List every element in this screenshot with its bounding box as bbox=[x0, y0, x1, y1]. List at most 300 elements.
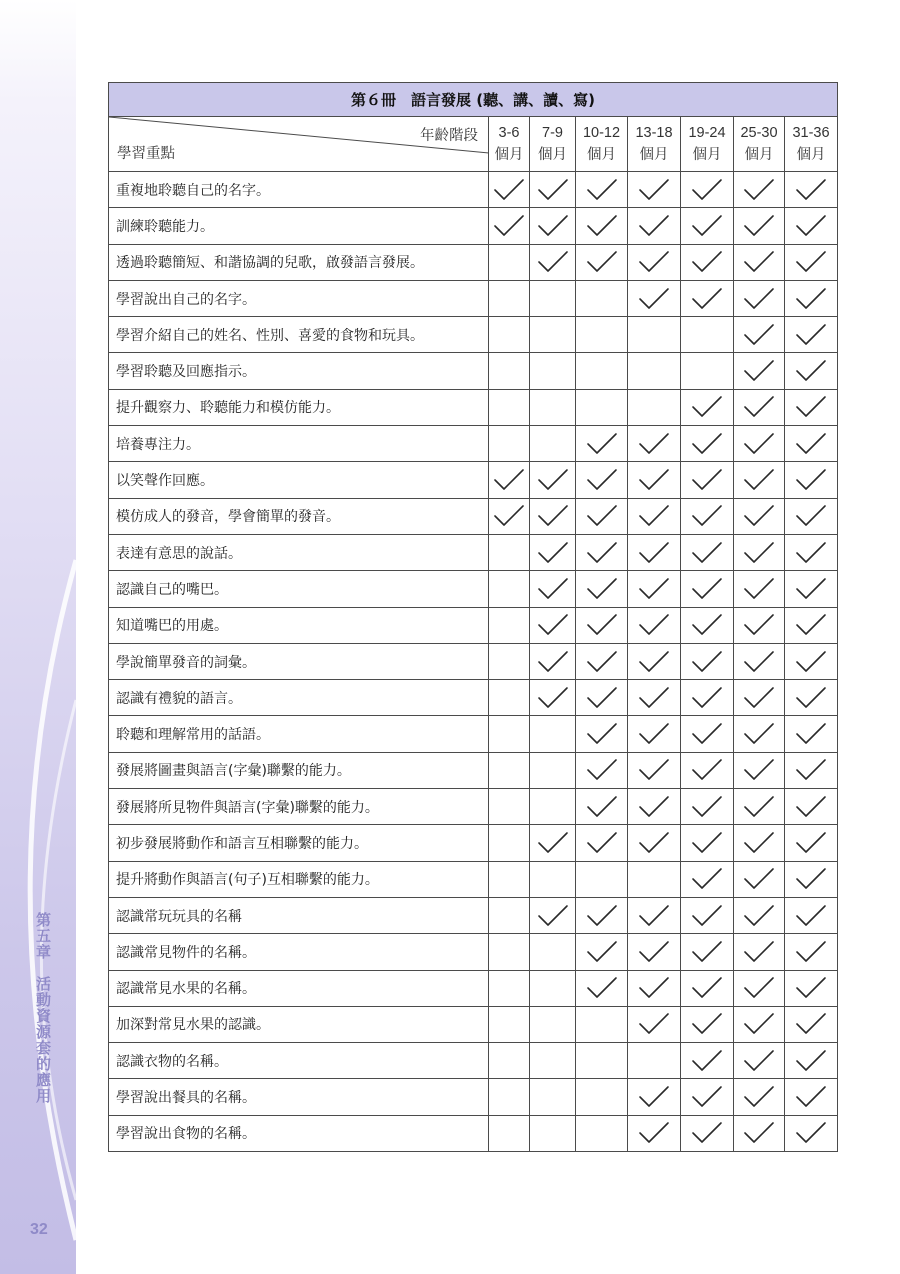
age-check-cell bbox=[681, 861, 734, 897]
checkmark-icon bbox=[794, 540, 828, 566]
checkmark-icon bbox=[536, 503, 570, 529]
age-check-cell bbox=[734, 825, 785, 861]
checkmark-icon bbox=[637, 1084, 671, 1110]
age-check-cell bbox=[628, 861, 681, 897]
checkmark-icon bbox=[742, 1048, 776, 1074]
age-check-cell bbox=[681, 643, 734, 679]
checkmark-icon bbox=[585, 612, 619, 638]
age-check-cell bbox=[489, 244, 530, 280]
checkmark-icon bbox=[690, 649, 724, 675]
age-check-cell bbox=[628, 280, 681, 316]
language-development-table bbox=[108, 82, 838, 1152]
checkmark-icon bbox=[794, 1011, 828, 1037]
table-row bbox=[109, 789, 838, 825]
age-check-cell bbox=[734, 172, 785, 208]
learning-focus-label: 學習重點 bbox=[117, 146, 175, 162]
chapter-title: 第五章 活動資源套的應用 bbox=[34, 912, 52, 1104]
age-check-cell bbox=[734, 970, 785, 1006]
age-check-cell bbox=[489, 1079, 530, 1115]
table-row bbox=[109, 244, 838, 280]
age-check-cell bbox=[530, 861, 576, 897]
age-check-cell bbox=[628, 534, 681, 570]
age-check-cell bbox=[530, 244, 576, 280]
age-range: 13-18 bbox=[635, 125, 673, 141]
age-group-header bbox=[576, 117, 628, 172]
checkmark-icon bbox=[492, 177, 526, 203]
age-check-cell bbox=[576, 498, 628, 534]
age-check-cell bbox=[530, 789, 576, 825]
checkmark-icon bbox=[690, 685, 724, 711]
learning-focus-text: 提升將動作與語言(句子)互相聯繫的能力。 bbox=[109, 861, 489, 897]
age-check-cell bbox=[734, 861, 785, 897]
checkmark-icon bbox=[794, 286, 828, 312]
age-check-cell bbox=[785, 607, 838, 643]
table-row bbox=[109, 462, 838, 498]
age-check-cell bbox=[734, 534, 785, 570]
table-row bbox=[109, 280, 838, 316]
age-check-cell bbox=[530, 426, 576, 462]
learning-focus-text: 認識常見水果的名稱。 bbox=[109, 970, 489, 1006]
age-check-cell bbox=[681, 280, 734, 316]
checkmark-icon bbox=[585, 431, 619, 457]
checkmark-icon bbox=[794, 467, 828, 493]
age-check-cell bbox=[681, 1006, 734, 1042]
age-check-cell bbox=[785, 462, 838, 498]
checkmark-icon bbox=[690, 467, 724, 493]
table-row bbox=[109, 680, 838, 716]
age-check-cell bbox=[530, 752, 576, 788]
checkmark-icon bbox=[794, 322, 828, 348]
table-body bbox=[109, 172, 838, 1152]
age-check-cell bbox=[530, 1079, 576, 1115]
checkmark-icon bbox=[585, 939, 619, 965]
checkmark-icon bbox=[585, 757, 619, 783]
checkmark-icon bbox=[794, 903, 828, 929]
age-check-cell bbox=[576, 534, 628, 570]
checkmark-icon bbox=[536, 649, 570, 675]
checkmark-icon bbox=[690, 503, 724, 529]
checkmark-icon bbox=[637, 503, 671, 529]
age-check-cell bbox=[785, 317, 838, 353]
checkmark-icon bbox=[794, 1048, 828, 1074]
checkmark-icon bbox=[637, 685, 671, 711]
age-check-cell bbox=[785, 426, 838, 462]
age-check-cell bbox=[785, 172, 838, 208]
learning-focus-text: 聆聽和理解常用的話語。 bbox=[109, 716, 489, 752]
age-check-cell bbox=[489, 1006, 530, 1042]
age-check-cell bbox=[681, 825, 734, 861]
checkmark-icon bbox=[742, 213, 776, 239]
checkmark-icon bbox=[690, 975, 724, 1001]
checkmark-icon bbox=[690, 721, 724, 747]
age-group-header bbox=[734, 117, 785, 172]
age-check-cell bbox=[530, 897, 576, 933]
age-check-cell bbox=[785, 1006, 838, 1042]
checkmark-icon bbox=[637, 975, 671, 1001]
table-row bbox=[109, 970, 838, 1006]
age-check-cell bbox=[530, 970, 576, 1006]
checkmark-icon bbox=[742, 757, 776, 783]
age-check-cell bbox=[489, 825, 530, 861]
age-check-cell bbox=[734, 426, 785, 462]
learning-focus-text: 認識常見物件的名稱。 bbox=[109, 934, 489, 970]
checkmark-icon bbox=[637, 467, 671, 493]
table-row bbox=[109, 1115, 838, 1151]
checkmark-icon bbox=[742, 286, 776, 312]
age-check-cell bbox=[576, 244, 628, 280]
checkmark-icon bbox=[637, 903, 671, 929]
age-check-cell bbox=[576, 1043, 628, 1079]
age-check-cell bbox=[785, 897, 838, 933]
learning-focus-text: 加深對常見水果的認識。 bbox=[109, 1006, 489, 1042]
checkmark-icon bbox=[536, 213, 570, 239]
checkmark-icon bbox=[742, 394, 776, 420]
table-header-row bbox=[109, 117, 838, 172]
age-check-cell bbox=[628, 1006, 681, 1042]
age-check-cell bbox=[734, 498, 785, 534]
checkmark-icon bbox=[742, 431, 776, 457]
learning-focus-text: 認識常玩玩具的名稱 bbox=[109, 897, 489, 933]
age-check-cell bbox=[681, 970, 734, 1006]
age-check-cell bbox=[681, 244, 734, 280]
age-check-cell bbox=[681, 1115, 734, 1151]
checkmark-icon bbox=[742, 903, 776, 929]
table-row bbox=[109, 534, 838, 570]
checkmark-icon bbox=[536, 576, 570, 602]
age-check-cell bbox=[489, 353, 530, 389]
age-check-cell bbox=[530, 498, 576, 534]
checkmark-icon bbox=[690, 286, 724, 312]
age-unit: 個月 bbox=[494, 147, 524, 163]
table-row bbox=[109, 897, 838, 933]
checkmark-icon bbox=[536, 467, 570, 493]
checkmark-icon bbox=[794, 431, 828, 457]
table-row bbox=[109, 317, 838, 353]
learning-focus-text: 模仿成人的發音，學會簡單的發音。 bbox=[109, 498, 489, 534]
age-check-cell bbox=[530, 317, 576, 353]
age-check-cell bbox=[628, 1079, 681, 1115]
checkmark-icon bbox=[585, 685, 619, 711]
age-check-cell bbox=[681, 208, 734, 244]
checkmark-icon bbox=[585, 503, 619, 529]
checkmark-icon bbox=[690, 830, 724, 856]
learning-focus-text: 透過聆聽簡短、和諧協調的兒歌，啟發語言發展。 bbox=[109, 244, 489, 280]
age-check-cell bbox=[576, 789, 628, 825]
age-check-cell bbox=[576, 208, 628, 244]
checkmark-icon bbox=[492, 213, 526, 239]
checkmark-icon bbox=[794, 503, 828, 529]
age-check-cell bbox=[785, 643, 838, 679]
checkmark-icon bbox=[585, 576, 619, 602]
age-check-cell bbox=[734, 462, 785, 498]
checkmark-icon bbox=[492, 467, 526, 493]
age-check-cell bbox=[530, 825, 576, 861]
age-check-cell bbox=[734, 643, 785, 679]
learning-focus-text: 表達有意思的說話。 bbox=[109, 534, 489, 570]
age-check-cell bbox=[785, 1079, 838, 1115]
checkmark-icon bbox=[794, 213, 828, 239]
age-range: 10-12 bbox=[582, 125, 621, 141]
age-check-cell bbox=[734, 1115, 785, 1151]
table-row bbox=[109, 208, 838, 244]
checkmark-icon bbox=[585, 830, 619, 856]
learning-focus-text: 學習說出自己的名字。 bbox=[109, 280, 489, 316]
age-check-cell bbox=[489, 934, 530, 970]
age-check-cell bbox=[576, 353, 628, 389]
age-unit: 個月 bbox=[639, 147, 669, 163]
checkmark-icon bbox=[742, 1011, 776, 1037]
age-check-cell bbox=[785, 1043, 838, 1079]
age-check-cell bbox=[489, 534, 530, 570]
learning-focus-text: 認識有禮貌的語言。 bbox=[109, 680, 489, 716]
checkmark-icon bbox=[637, 939, 671, 965]
age-check-cell bbox=[734, 1079, 785, 1115]
age-check-cell bbox=[734, 789, 785, 825]
age-check-cell bbox=[576, 280, 628, 316]
age-check-cell bbox=[489, 389, 530, 425]
age-check-cell bbox=[628, 789, 681, 825]
age-group-header bbox=[681, 117, 734, 172]
age-check-cell bbox=[628, 498, 681, 534]
age-check-cell bbox=[628, 389, 681, 425]
age-check-cell bbox=[530, 462, 576, 498]
checkmark-icon bbox=[690, 903, 724, 929]
age-range: 7-9 bbox=[542, 125, 563, 141]
age-check-cell bbox=[576, 752, 628, 788]
table-row bbox=[109, 934, 838, 970]
checkmark-icon bbox=[690, 866, 724, 892]
learning-focus-text: 以笑聲作回應。 bbox=[109, 462, 489, 498]
age-check-cell bbox=[489, 426, 530, 462]
age-check-cell bbox=[489, 716, 530, 752]
age-check-cell bbox=[489, 970, 530, 1006]
checkmark-icon bbox=[585, 540, 619, 566]
age-range: 25-30 bbox=[740, 125, 778, 141]
table-row bbox=[109, 861, 838, 897]
age-check-cell bbox=[628, 897, 681, 933]
age-check-cell bbox=[785, 389, 838, 425]
checkmark-icon bbox=[794, 177, 828, 203]
checkmark-icon bbox=[742, 939, 776, 965]
age-check-cell bbox=[734, 897, 785, 933]
age-check-cell bbox=[681, 389, 734, 425]
age-unit: 個月 bbox=[587, 147, 616, 163]
checkmark-icon bbox=[794, 1120, 828, 1146]
age-check-cell bbox=[489, 462, 530, 498]
checkmark-icon bbox=[536, 540, 570, 566]
checkmark-icon bbox=[742, 177, 776, 203]
checkmark-icon bbox=[637, 540, 671, 566]
age-check-cell bbox=[628, 426, 681, 462]
learning-focus-text: 認識自己的嘴巴。 bbox=[109, 571, 489, 607]
age-check-cell bbox=[681, 317, 734, 353]
age-check-cell bbox=[628, 934, 681, 970]
learning-focus-text: 重複地聆聽自己的名字。 bbox=[109, 172, 489, 208]
checkmark-icon bbox=[637, 213, 671, 239]
checkmark-icon bbox=[690, 576, 724, 602]
age-unit: 個月 bbox=[796, 147, 826, 163]
age-check-cell bbox=[785, 244, 838, 280]
learning-focus-text: 發展將所見物件與語言(字彙)聯繫的能力。 bbox=[109, 789, 489, 825]
checkmark-icon bbox=[585, 903, 619, 929]
checkmark-icon bbox=[794, 830, 828, 856]
checkmark-icon bbox=[637, 612, 671, 638]
table-row bbox=[109, 607, 838, 643]
checkmark-icon bbox=[637, 576, 671, 602]
age-check-cell bbox=[530, 534, 576, 570]
checkmark-icon bbox=[585, 721, 619, 747]
age-check-cell bbox=[785, 498, 838, 534]
age-check-cell bbox=[489, 571, 530, 607]
checkmark-icon bbox=[536, 612, 570, 638]
learning-focus-text: 提升觀察力、聆聽能力和模仿能力。 bbox=[109, 389, 489, 425]
age-check-cell bbox=[576, 462, 628, 498]
checkmark-icon bbox=[742, 685, 776, 711]
checkmark-icon bbox=[585, 649, 619, 675]
age-check-cell bbox=[576, 861, 628, 897]
age-check-cell bbox=[576, 825, 628, 861]
checkmark-icon bbox=[637, 721, 671, 747]
age-check-cell bbox=[530, 1043, 576, 1079]
age-check-cell bbox=[734, 389, 785, 425]
age-range: 31-36 bbox=[792, 125, 830, 141]
age-check-cell bbox=[628, 172, 681, 208]
age-check-cell bbox=[530, 643, 576, 679]
age-check-cell bbox=[628, 970, 681, 1006]
checkmark-icon bbox=[742, 503, 776, 529]
checkmark-icon bbox=[742, 612, 776, 638]
age-check-cell bbox=[576, 317, 628, 353]
age-check-cell bbox=[734, 716, 785, 752]
checkmark-icon bbox=[690, 1084, 724, 1110]
checkmark-icon bbox=[794, 249, 828, 275]
checkmark-icon bbox=[690, 1011, 724, 1037]
learning-focus-text: 知道嘴巴的用處。 bbox=[109, 607, 489, 643]
age-check-cell bbox=[628, 1043, 681, 1079]
checkmark-icon bbox=[536, 685, 570, 711]
age-check-cell bbox=[681, 897, 734, 933]
age-check-cell bbox=[530, 208, 576, 244]
age-check-cell bbox=[489, 280, 530, 316]
age-check-cell bbox=[785, 1115, 838, 1151]
age-check-cell bbox=[530, 934, 576, 970]
age-check-cell bbox=[628, 353, 681, 389]
age-stage-label: 年齡階段 bbox=[420, 128, 478, 144]
age-check-cell bbox=[628, 208, 681, 244]
checkmark-icon bbox=[637, 649, 671, 675]
age-check-cell bbox=[489, 897, 530, 933]
age-check-cell bbox=[681, 934, 734, 970]
age-check-cell bbox=[785, 571, 838, 607]
checkmark-icon bbox=[742, 358, 776, 384]
age-check-cell bbox=[681, 789, 734, 825]
table-row bbox=[109, 825, 838, 861]
age-check-cell bbox=[681, 571, 734, 607]
checkmark-icon bbox=[637, 1120, 671, 1146]
checkmark-icon bbox=[690, 1120, 724, 1146]
age-check-cell bbox=[681, 607, 734, 643]
age-check-cell bbox=[628, 244, 681, 280]
age-check-cell bbox=[734, 280, 785, 316]
age-check-cell bbox=[489, 789, 530, 825]
age-group-header bbox=[785, 117, 838, 172]
table-row bbox=[109, 643, 838, 679]
table-row bbox=[109, 353, 838, 389]
age-unit: 個月 bbox=[538, 147, 567, 163]
checkmark-icon bbox=[742, 322, 776, 348]
checkmark-icon bbox=[794, 794, 828, 820]
table-row bbox=[109, 752, 838, 788]
checkmark-icon bbox=[794, 612, 828, 638]
age-check-cell bbox=[734, 208, 785, 244]
age-check-cell bbox=[530, 607, 576, 643]
age-unit: 個月 bbox=[744, 147, 774, 163]
checkmark-icon bbox=[794, 394, 828, 420]
age-check-cell bbox=[530, 1115, 576, 1151]
checkmark-icon bbox=[794, 649, 828, 675]
learning-focus-text: 學習聆聽及回應指示。 bbox=[109, 353, 489, 389]
checkmark-icon bbox=[794, 866, 828, 892]
checkmark-icon bbox=[742, 1120, 776, 1146]
age-check-cell bbox=[785, 680, 838, 716]
age-check-cell bbox=[785, 752, 838, 788]
age-check-cell bbox=[576, 1115, 628, 1151]
checkmark-icon bbox=[690, 757, 724, 783]
checkmark-icon bbox=[690, 249, 724, 275]
age-check-cell bbox=[576, 607, 628, 643]
age-check-cell bbox=[785, 970, 838, 1006]
checkmark-icon bbox=[536, 830, 570, 856]
table-row bbox=[109, 716, 838, 752]
age-range: 3-6 bbox=[498, 125, 520, 141]
age-check-cell bbox=[628, 643, 681, 679]
learning-focus-text: 發展將圖畫與語言(字彙)聯繫的能力。 bbox=[109, 752, 489, 788]
table-row bbox=[109, 1043, 838, 1079]
checkmark-icon bbox=[585, 213, 619, 239]
age-check-cell bbox=[576, 1079, 628, 1115]
checkmark-icon bbox=[742, 576, 776, 602]
age-check-cell bbox=[734, 353, 785, 389]
age-check-cell bbox=[681, 353, 734, 389]
age-range: 19-24 bbox=[688, 125, 726, 141]
checkmark-icon bbox=[585, 975, 619, 1001]
age-check-cell bbox=[785, 208, 838, 244]
checkmark-icon bbox=[637, 757, 671, 783]
age-check-cell bbox=[576, 970, 628, 1006]
checkmark-icon bbox=[742, 649, 776, 675]
checkmark-icon bbox=[742, 830, 776, 856]
table-title: 第６冊 語言發展 (聽、講、讀、寫) bbox=[109, 83, 838, 117]
age-check-cell bbox=[681, 172, 734, 208]
age-check-cell bbox=[628, 825, 681, 861]
age-check-cell bbox=[785, 861, 838, 897]
checkmark-icon bbox=[794, 721, 828, 747]
age-check-cell bbox=[576, 643, 628, 679]
age-check-cell bbox=[628, 571, 681, 607]
age-check-cell bbox=[734, 680, 785, 716]
checkmark-icon bbox=[536, 177, 570, 203]
age-check-cell bbox=[530, 389, 576, 425]
age-check-cell bbox=[628, 317, 681, 353]
age-check-cell bbox=[489, 607, 530, 643]
age-check-cell bbox=[530, 353, 576, 389]
table-row bbox=[109, 1079, 838, 1115]
header-corner-cell bbox=[109, 117, 489, 172]
age-check-cell bbox=[785, 934, 838, 970]
age-check-cell bbox=[576, 571, 628, 607]
checkmark-icon bbox=[742, 794, 776, 820]
age-check-cell bbox=[628, 716, 681, 752]
